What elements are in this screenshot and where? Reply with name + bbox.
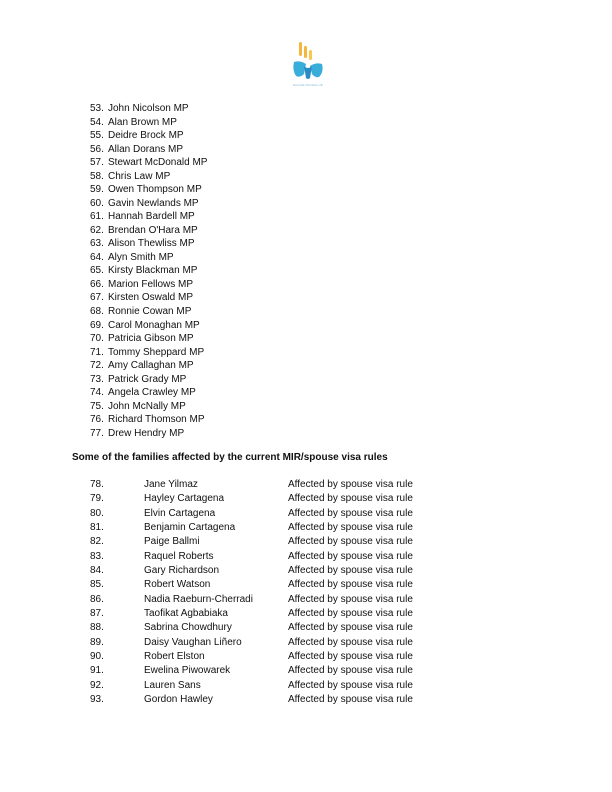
row-number: 78. bbox=[90, 479, 104, 490]
row-number: 89. bbox=[90, 636, 104, 648]
row-number: 85. bbox=[90, 579, 104, 591]
status-text: Affected by spouse visa rule bbox=[288, 521, 413, 533]
list-item bbox=[90, 373, 207, 387]
table-row bbox=[90, 679, 430, 693]
list-item bbox=[90, 183, 207, 197]
row-number: 90. bbox=[90, 650, 104, 662]
mp-name: Amy Callaghan MP bbox=[108, 360, 194, 372]
table-row bbox=[90, 521, 430, 535]
table-row bbox=[90, 507, 430, 521]
mp-name: Allan Dorans MP bbox=[108, 143, 184, 155]
status-text: Affected by spouse visa rule bbox=[288, 493, 413, 505]
list-item bbox=[90, 102, 207, 116]
item-number: 75. bbox=[90, 400, 104, 412]
row-number: 84. bbox=[90, 564, 104, 576]
table-row bbox=[90, 564, 430, 578]
row-number: 93. bbox=[90, 693, 104, 705]
family-name: Lauren Sans bbox=[144, 679, 201, 691]
table-row bbox=[90, 535, 430, 549]
list-item bbox=[90, 413, 207, 427]
mp-name: Richard Thomson MP bbox=[108, 414, 205, 426]
list-item bbox=[90, 129, 207, 143]
mp-name: Deidre Brock MP bbox=[108, 130, 184, 142]
list-item bbox=[90, 170, 207, 184]
status-text: Affected by spouse visa rule bbox=[288, 507, 413, 519]
table-row bbox=[90, 478, 430, 492]
status-text: Affected by spouse visa rule bbox=[288, 665, 413, 677]
list-item bbox=[90, 291, 207, 305]
status-text: Affected by spouse visa rule bbox=[288, 550, 413, 562]
list-item bbox=[90, 346, 207, 360]
item-number: 56. bbox=[90, 143, 104, 155]
mp-name: John McNally MP bbox=[108, 400, 186, 412]
status-text: Affected by spouse visa rule bbox=[288, 479, 413, 490]
list-item bbox=[90, 251, 207, 265]
mp-name: Gavin Newlands MP bbox=[108, 197, 199, 209]
item-number: 76. bbox=[90, 414, 104, 426]
family-name: Paige Ballmi bbox=[144, 536, 200, 548]
item-number: 73. bbox=[90, 373, 104, 385]
section-heading: Some of the families affected by the current MIR/spouse visa rules bbox=[72, 452, 388, 463]
family-name: Ewelina Piwowarek bbox=[144, 665, 231, 677]
status-text: Affected by spouse visa rule bbox=[288, 564, 413, 576]
item-number: 60. bbox=[90, 197, 104, 209]
status-text: Affected by spouse visa rule bbox=[288, 622, 413, 634]
list-item bbox=[90, 210, 207, 224]
mp-name: Patricia Gibson MP bbox=[108, 333, 194, 345]
row-number: 92. bbox=[90, 679, 104, 691]
mp-name: Hannah Bardell MP bbox=[108, 211, 195, 223]
table-row bbox=[90, 664, 430, 678]
table-row bbox=[90, 636, 430, 650]
family-name: Robert Elston bbox=[144, 650, 205, 662]
mp-name: Carol Monaghan MP bbox=[108, 319, 200, 331]
mp-name: John Nicolson MP bbox=[108, 103, 189, 114]
table-row bbox=[90, 693, 430, 707]
hands-logo-icon bbox=[288, 40, 328, 90]
table-row bbox=[90, 578, 430, 592]
family-name: Taofikat Agbabiaka bbox=[144, 607, 228, 619]
status-text: Affected by spouse visa rule bbox=[288, 579, 413, 591]
status-text: Affected by spouse visa rule bbox=[288, 650, 413, 662]
list-item bbox=[90, 264, 207, 278]
status-text: Affected by spouse visa rule bbox=[288, 679, 413, 691]
item-number: 63. bbox=[90, 238, 104, 250]
mp-name: Kirsty Blackman MP bbox=[108, 265, 198, 277]
item-number: 57. bbox=[90, 157, 104, 169]
row-number: 80. bbox=[90, 507, 104, 519]
item-number: 65. bbox=[90, 265, 104, 277]
table-row bbox=[90, 650, 430, 664]
item-number: 69. bbox=[90, 319, 104, 331]
mp-name: Owen Thompson MP bbox=[108, 184, 202, 196]
mp-name: Alyn Smith MP bbox=[108, 251, 174, 263]
family-name: Robert Watson bbox=[144, 579, 211, 591]
mp-name: Chris Law MP bbox=[108, 170, 171, 182]
families-list bbox=[90, 478, 430, 707]
row-number: 88. bbox=[90, 622, 104, 634]
mp-name: Alan Brown MP bbox=[108, 116, 177, 128]
item-number: 68. bbox=[90, 305, 104, 317]
item-number: 54. bbox=[90, 116, 104, 128]
family-name: Jane Yilmaz bbox=[144, 479, 198, 490]
mp-name: Tommy Sheppard MP bbox=[108, 346, 205, 358]
status-text: Affected by spouse visa rule bbox=[288, 693, 413, 705]
list-item bbox=[90, 400, 207, 414]
logo-caption: Reunite Families UK bbox=[293, 83, 323, 87]
row-number: 91. bbox=[90, 665, 104, 677]
status-text: Affected by spouse visa rule bbox=[288, 593, 413, 605]
family-name: Daisy Vaughan Liñero bbox=[144, 636, 242, 648]
status-text: Affected by spouse visa rule bbox=[288, 636, 413, 648]
item-number: 58. bbox=[90, 170, 104, 182]
list-item bbox=[90, 386, 207, 400]
family-name: Gary Richardson bbox=[144, 564, 220, 576]
item-number: 67. bbox=[90, 292, 104, 304]
item-number: 53. bbox=[90, 103, 104, 114]
row-number: 87. bbox=[90, 607, 104, 619]
list-item bbox=[90, 224, 207, 238]
item-number: 61. bbox=[90, 211, 104, 223]
table-row bbox=[90, 492, 430, 506]
mp-name: Marion Fellows MP bbox=[108, 278, 194, 290]
list-item bbox=[90, 319, 207, 333]
family-name: Elvin Cartagena bbox=[144, 507, 216, 519]
row-number: 82. bbox=[90, 536, 104, 548]
item-number: 66. bbox=[90, 278, 104, 290]
mp-name: Brendan O'Hara MP bbox=[108, 224, 198, 236]
item-number: 64. bbox=[90, 251, 104, 263]
list-item bbox=[90, 359, 207, 373]
row-number: 79. bbox=[90, 493, 104, 505]
item-number: 71. bbox=[90, 346, 104, 358]
mp-name: Angela Crawley MP bbox=[108, 387, 196, 399]
row-number: 86. bbox=[90, 593, 104, 605]
list-item bbox=[90, 116, 207, 130]
table-row bbox=[90, 550, 430, 564]
table-row bbox=[90, 621, 430, 635]
list-item bbox=[90, 143, 207, 157]
family-name: Nadia Raeburn-Cherradi bbox=[144, 593, 253, 605]
mp-name: Alison Thewliss MP bbox=[108, 238, 195, 250]
table-row bbox=[90, 607, 430, 621]
table-row bbox=[90, 593, 430, 607]
item-number: 62. bbox=[90, 224, 104, 236]
row-number: 83. bbox=[90, 550, 104, 562]
mp-name: Ronnie Cowan MP bbox=[108, 305, 192, 317]
item-number: 77. bbox=[90, 427, 104, 439]
item-number: 74. bbox=[90, 387, 104, 399]
list-item bbox=[90, 278, 207, 292]
family-name: Hayley Cartagena bbox=[144, 493, 225, 505]
item-number: 59. bbox=[90, 184, 104, 196]
mp-name: Stewart McDonald MP bbox=[108, 157, 208, 169]
list-item bbox=[90, 237, 207, 251]
list-item bbox=[90, 156, 207, 170]
status-text: Affected by spouse visa rule bbox=[288, 536, 413, 548]
mp-list bbox=[90, 102, 207, 440]
mp-name: Patrick Grady MP bbox=[108, 373, 187, 385]
mp-name: Drew Hendry MP bbox=[108, 427, 185, 439]
family-name: Raquel Roberts bbox=[144, 550, 214, 562]
list-item bbox=[90, 305, 207, 319]
family-name: Sabrina Chowdhury bbox=[144, 622, 232, 634]
mp-name: Kirsten Oswald MP bbox=[108, 292, 194, 304]
item-number: 70. bbox=[90, 333, 104, 345]
item-number: 55. bbox=[90, 130, 104, 142]
family-name: Benjamin Cartagena bbox=[144, 521, 236, 533]
list-item bbox=[90, 197, 207, 211]
list-item bbox=[90, 427, 207, 441]
list-item bbox=[90, 332, 207, 346]
status-text: Affected by spouse visa rule bbox=[288, 607, 413, 619]
row-number: 81. bbox=[90, 521, 104, 533]
item-number: 72. bbox=[90, 360, 104, 372]
family-name: Gordon Hawley bbox=[144, 693, 213, 705]
